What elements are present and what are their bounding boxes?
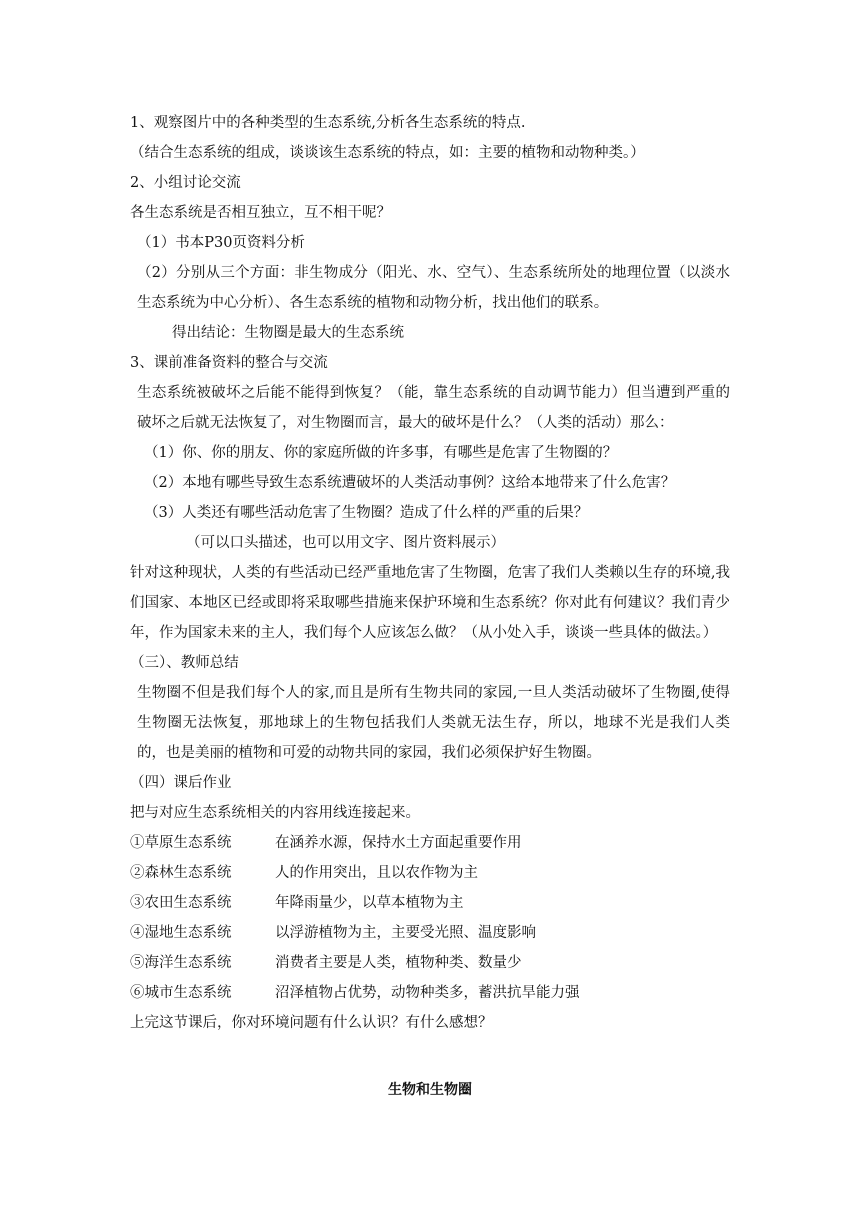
matching-left: ③农田生态系统 <box>130 895 232 911</box>
paragraph-question-independent: 各生态系统是否相互独立，互不相干呢？ <box>130 205 391 221</box>
heading-group-discussion: 2、小组讨论交流 <box>130 175 241 191</box>
matching-right: 年降雨量少，以草本植物为主 <box>275 895 464 911</box>
list-item-three-aspects: （2）分别从三个方面：非生物成分（阳光、水、空气）、生态系统所处的地理位置（以淡水生态系统为中心分析）、各生态系统的植物和动物分析，找出他们的联系。 <box>137 265 730 311</box>
matching-right: 沼泽植物占优势，动物种类多，蓄洪抗旱能力强 <box>275 985 580 1001</box>
matching-row <box>130 918 730 948</box>
matching-row <box>130 948 730 978</box>
matching-left: ①草原生态系统 <box>130 835 232 851</box>
paragraph-matching-instruction: 把与对应生态系统相关的内容用线连接起来。 <box>130 805 420 821</box>
paragraph-presentation-note: （可以口头描述，也可以用文字、图片资料展示） <box>186 535 505 551</box>
matching-right: 消费者主要是人类，植物种类、数量少 <box>275 955 522 971</box>
matching-row <box>130 828 730 858</box>
paragraph-summary: 生物圈不但是我们每个人的家,而且是所有生物共同的家园,一旦人类活动破坏了生物圈,使得生物圈无法恢复，那地球上的生物包括我们人类就无法生存，所以，地球不光是我们人类的，也是美丽的植物和可爱的动物共同的家园，我们必须保护好生物圈。 <box>137 685 730 761</box>
heading-homework: （四）课后作业 <box>130 775 232 791</box>
matching-row <box>130 858 730 888</box>
matching-right: 在涵养水源，保持水土方面起重要作用 <box>275 835 522 851</box>
list-item-1: （1）你、你的朋友、你的家庭所做的许多事，有哪些是危害了生物圈的？ <box>144 445 618 461</box>
list-item-3: （3）人类还有哪些活动危害了生物圈？造成了什么样的严重的后果？ <box>144 505 589 521</box>
matching-left: ②森林生态系统 <box>130 865 232 881</box>
paragraph-hint: （结合生态系统的组成，谈谈该生态系统的特点，如：主要的植物和动物种类。） <box>130 145 645 161</box>
paragraph-reflection: 上完这节课后，你对环境问题有什么认识？有什么感想？ <box>130 1015 493 1031</box>
matching-row <box>130 888 730 918</box>
footer-title: 生物和生物圈 <box>388 1082 472 1098</box>
paragraph-recovery: 生态系统被破坏之后能不能得到恢复？（能，靠生态系统的自动调节能力）但当遭到严重的破坏之后就无法恢复了，对生物圈而言，最大的破坏是什么？（人类的活动）那么： <box>137 385 730 431</box>
matching-left: ⑥城市生态系统 <box>130 985 232 1001</box>
paragraph-current-situation: 针对这种现状，人类的有些活动已经严重地危害了生物圈，危害了我们人类赖以生存的环境,我们国家、本地区已经或即将采取哪些措施来保护环境和生态系统？你对此有何建议？我们青少年，作为国家未来的主人，我们每个人应该怎么做？（从小处入手，谈谈一些具体的做法。） <box>130 565 730 641</box>
heading-teacher-summary: （三）、教师总结 <box>130 655 239 671</box>
matching-left: ④湿地生态系统 <box>130 925 232 941</box>
document-body <box>130 108 730 1038</box>
heading-preparation: 3、课前准备资料的整合与交流 <box>130 355 328 371</box>
list-item-textbook: （1）书本P30页资料分析 <box>137 235 305 251</box>
paragraph-conclusion: 得出结论：生物圈是最大的生态系统 <box>172 325 404 341</box>
paragraph-observe: 1、观察图片中的各种类型的生态系统,分析各生态系统的特点. <box>130 115 526 131</box>
list-item-2: （2）本地有哪些导致生态系统遭破坏的人类活动事例？这给本地带来了什么危害？ <box>144 475 676 491</box>
matching-left: ⑤海洋生态系统 <box>130 955 232 971</box>
matching-right: 以浮游植物为主，主要受光照、温度影响 <box>275 925 536 941</box>
matching-row <box>130 978 730 1008</box>
matching-right: 人的作用突出，且以农作物为主 <box>275 865 478 881</box>
